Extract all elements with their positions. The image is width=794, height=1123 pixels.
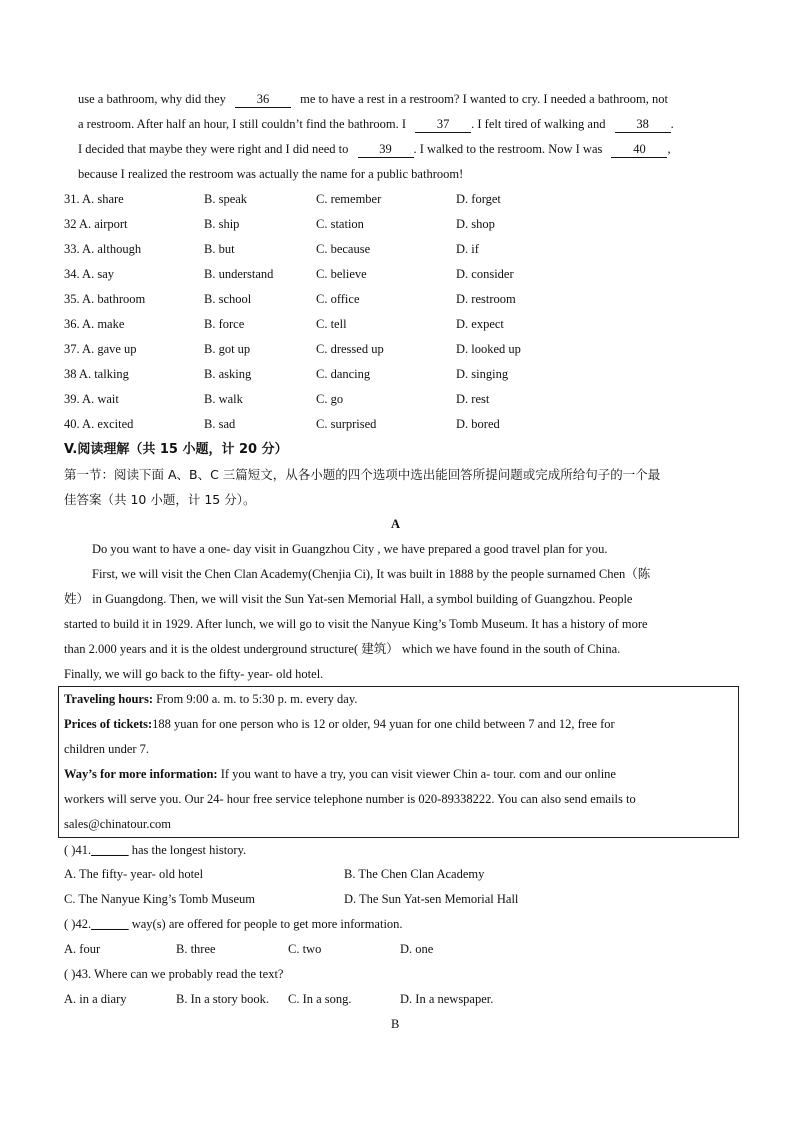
option-33-b: B. but — [204, 242, 235, 256]
option-33-d: D. if — [456, 242, 479, 256]
option-38-a: 38 A. talking — [64, 367, 129, 381]
option-39-b: B. walk — [204, 392, 243, 406]
option-33-c: C. because — [316, 242, 371, 256]
option-35-a: 35. A. bathroom — [64, 292, 146, 306]
option-36-b: B. force — [204, 317, 245, 331]
passage-a-line: 姓） in Guangdong. Then, we will visit the Sun Yat-sen Memorial Hall, a symbol building of Guangzhou. People — [64, 592, 633, 606]
option-32-b: B. ship — [204, 217, 240, 231]
option-32-d: D. shop — [456, 217, 495, 231]
option-38-c: C. dancing — [316, 367, 371, 381]
option-40-a: 40. A. excited — [64, 417, 134, 431]
ticket-prices-cont: children under 7. — [64, 742, 150, 756]
passage-a-line: started to build it in 1929. After lunch, we will go to visit the Nanyue King’s Tomb Museum. It has a history of more — [64, 617, 648, 631]
blank-37: 37 — [415, 116, 471, 133]
q43-option-d: D. In a newspaper. — [400, 992, 494, 1006]
option-37-d: D. looked up — [456, 342, 521, 356]
option-37-b: B. got up — [204, 342, 251, 356]
option-35-c: C. office — [316, 292, 360, 306]
section-instruction-2: 佳答案（共 10 小题，计 15 分）。 — [64, 492, 256, 507]
option-32-a: 32 A. airport — [64, 217, 128, 231]
answer-paren[interactable]: ( ) — [64, 917, 76, 931]
passage-line-3: I decided that maybe they were right and I did need to 39 . I walked to the restroom. Now I was 40 , — [78, 142, 671, 156]
q42-option-a: A. four — [64, 942, 101, 956]
question-41: ( )41.______ has the longest history. — [64, 843, 247, 857]
blank-38: 38 — [615, 116, 671, 133]
more-info-cont: workers will serve you. Our 24- hour free service telephone number is 020-89338222. You can also send emails to — [64, 792, 636, 806]
more-info: Way’s for more information: If you want to have a try, you can visit viewer Chin a- tour. com and our online — [64, 767, 616, 781]
q41-option-c: C. The Nanyue King’s Tomb Museum — [64, 892, 256, 906]
option-39-d: D. rest — [456, 392, 490, 406]
passage-a-title: A — [391, 517, 401, 531]
option-35-b: B. school — [204, 292, 252, 306]
option-38-b: B. asking — [204, 367, 252, 381]
section-instruction-1: 第一节：阅读下面 A、B、C 三篇短文，从各小题的四个选项中选出能回答所提问题或完成所给句子的一个最 — [64, 467, 661, 482]
passage-a-line: Finally, we will go back to the fifty- year- old hotel. — [64, 667, 324, 681]
question-42: ( )42.______ way(s) are offered for people to get more information. — [64, 917, 403, 931]
passage-line-1: use a bathroom, why did they 36 me to have a rest in a restroom? I wanted to cry. I needed a bathroom, not — [78, 92, 668, 106]
q43-option-c: C. In a song. — [288, 992, 352, 1006]
q42-option-d: D. one — [400, 942, 434, 956]
passage-line-4: because I realized the restroom was actually the name for a public bathroom! — [78, 167, 464, 181]
option-31-b: B. speak — [204, 192, 248, 206]
option-34-b: B. understand — [204, 267, 274, 281]
answer-paren[interactable]: ( ) — [64, 967, 76, 981]
blank-40: 40 — [611, 141, 667, 158]
option-31-a: 31. A. share — [64, 192, 124, 206]
option-37-c: C. dressed up — [316, 342, 384, 356]
option-33-a: 33. A. although — [64, 242, 142, 256]
passage-a-line: First, we will visit the Chen Clan Academy(Chenjia Ci), It was built in 1888 by the people surnamed Chen（陈 — [92, 567, 651, 581]
option-32-c: C. station — [316, 217, 364, 231]
option-40-b: B. sad — [204, 417, 236, 431]
passage-b-title: B — [391, 1017, 400, 1031]
option-40-c: C. surprised — [316, 417, 377, 431]
option-35-d: D. restroom — [456, 292, 516, 306]
option-36-c: C. tell — [316, 317, 347, 331]
option-31-d: D. forget — [456, 192, 501, 206]
blank-36: 36 — [235, 91, 291, 108]
option-38-d: D. singing — [456, 367, 509, 381]
option-39-a: 39. A. wait — [64, 392, 119, 406]
answer-paren[interactable]: ( ) — [64, 843, 76, 857]
email-address: sales@chinatour.com — [64, 817, 171, 831]
q42-option-c: C. two — [288, 942, 322, 956]
option-37-a: 37. A. gave up — [64, 342, 137, 356]
option-36-a: 36. A. make — [64, 317, 125, 331]
passage-a-line: Do you want to have a one- day visit in Guangzhou City , we have prepared a good travel plan for you. — [92, 542, 608, 556]
blank-39: 39 — [358, 141, 414, 158]
option-34-c: C. believe — [316, 267, 367, 281]
option-36-d: D. expect — [456, 317, 504, 331]
q41-option-b: B. The Chen Clan Academy — [344, 867, 485, 881]
option-31-c: C. remember — [316, 192, 382, 206]
q41-option-a: A. The fifty- year- old hotel — [64, 867, 204, 881]
option-34-d: D. consider — [456, 267, 514, 281]
q43-option-b: B. In a story book. — [176, 992, 270, 1006]
traveling-hours: Traveling hours: From 9:00 a. m. to 5:30 p. m. every day. — [64, 692, 358, 706]
option-34-a: 34. A. say — [64, 267, 114, 281]
q43-option-a: A. in a diary — [64, 992, 127, 1006]
q42-option-b: B. three — [176, 942, 216, 956]
question-43: ( )43. Where can we probably read the text? — [64, 967, 284, 981]
passage-line-2: a restroom. After half an hour, I still couldn’t find the bathroom. I 37 . I felt tired of walking and 38 . — [78, 117, 674, 131]
ticket-prices: Prices of tickets:188 yuan for one person who is 12 or older, 94 yuan for one child between 7 and 12, free for — [64, 717, 615, 731]
q41-option-d: D. The Sun Yat-sen Memorial Hall — [344, 892, 519, 906]
option-39-c: C. go — [316, 392, 344, 406]
passage-a-line: than 2.000 years and it is the oldest underground structure( 建筑） which we have found in the south of China. — [64, 642, 621, 656]
option-40-d: D. bored — [456, 417, 500, 431]
section-heading: V.阅读理解（共 15 小题，计 20 分） — [64, 442, 288, 457]
